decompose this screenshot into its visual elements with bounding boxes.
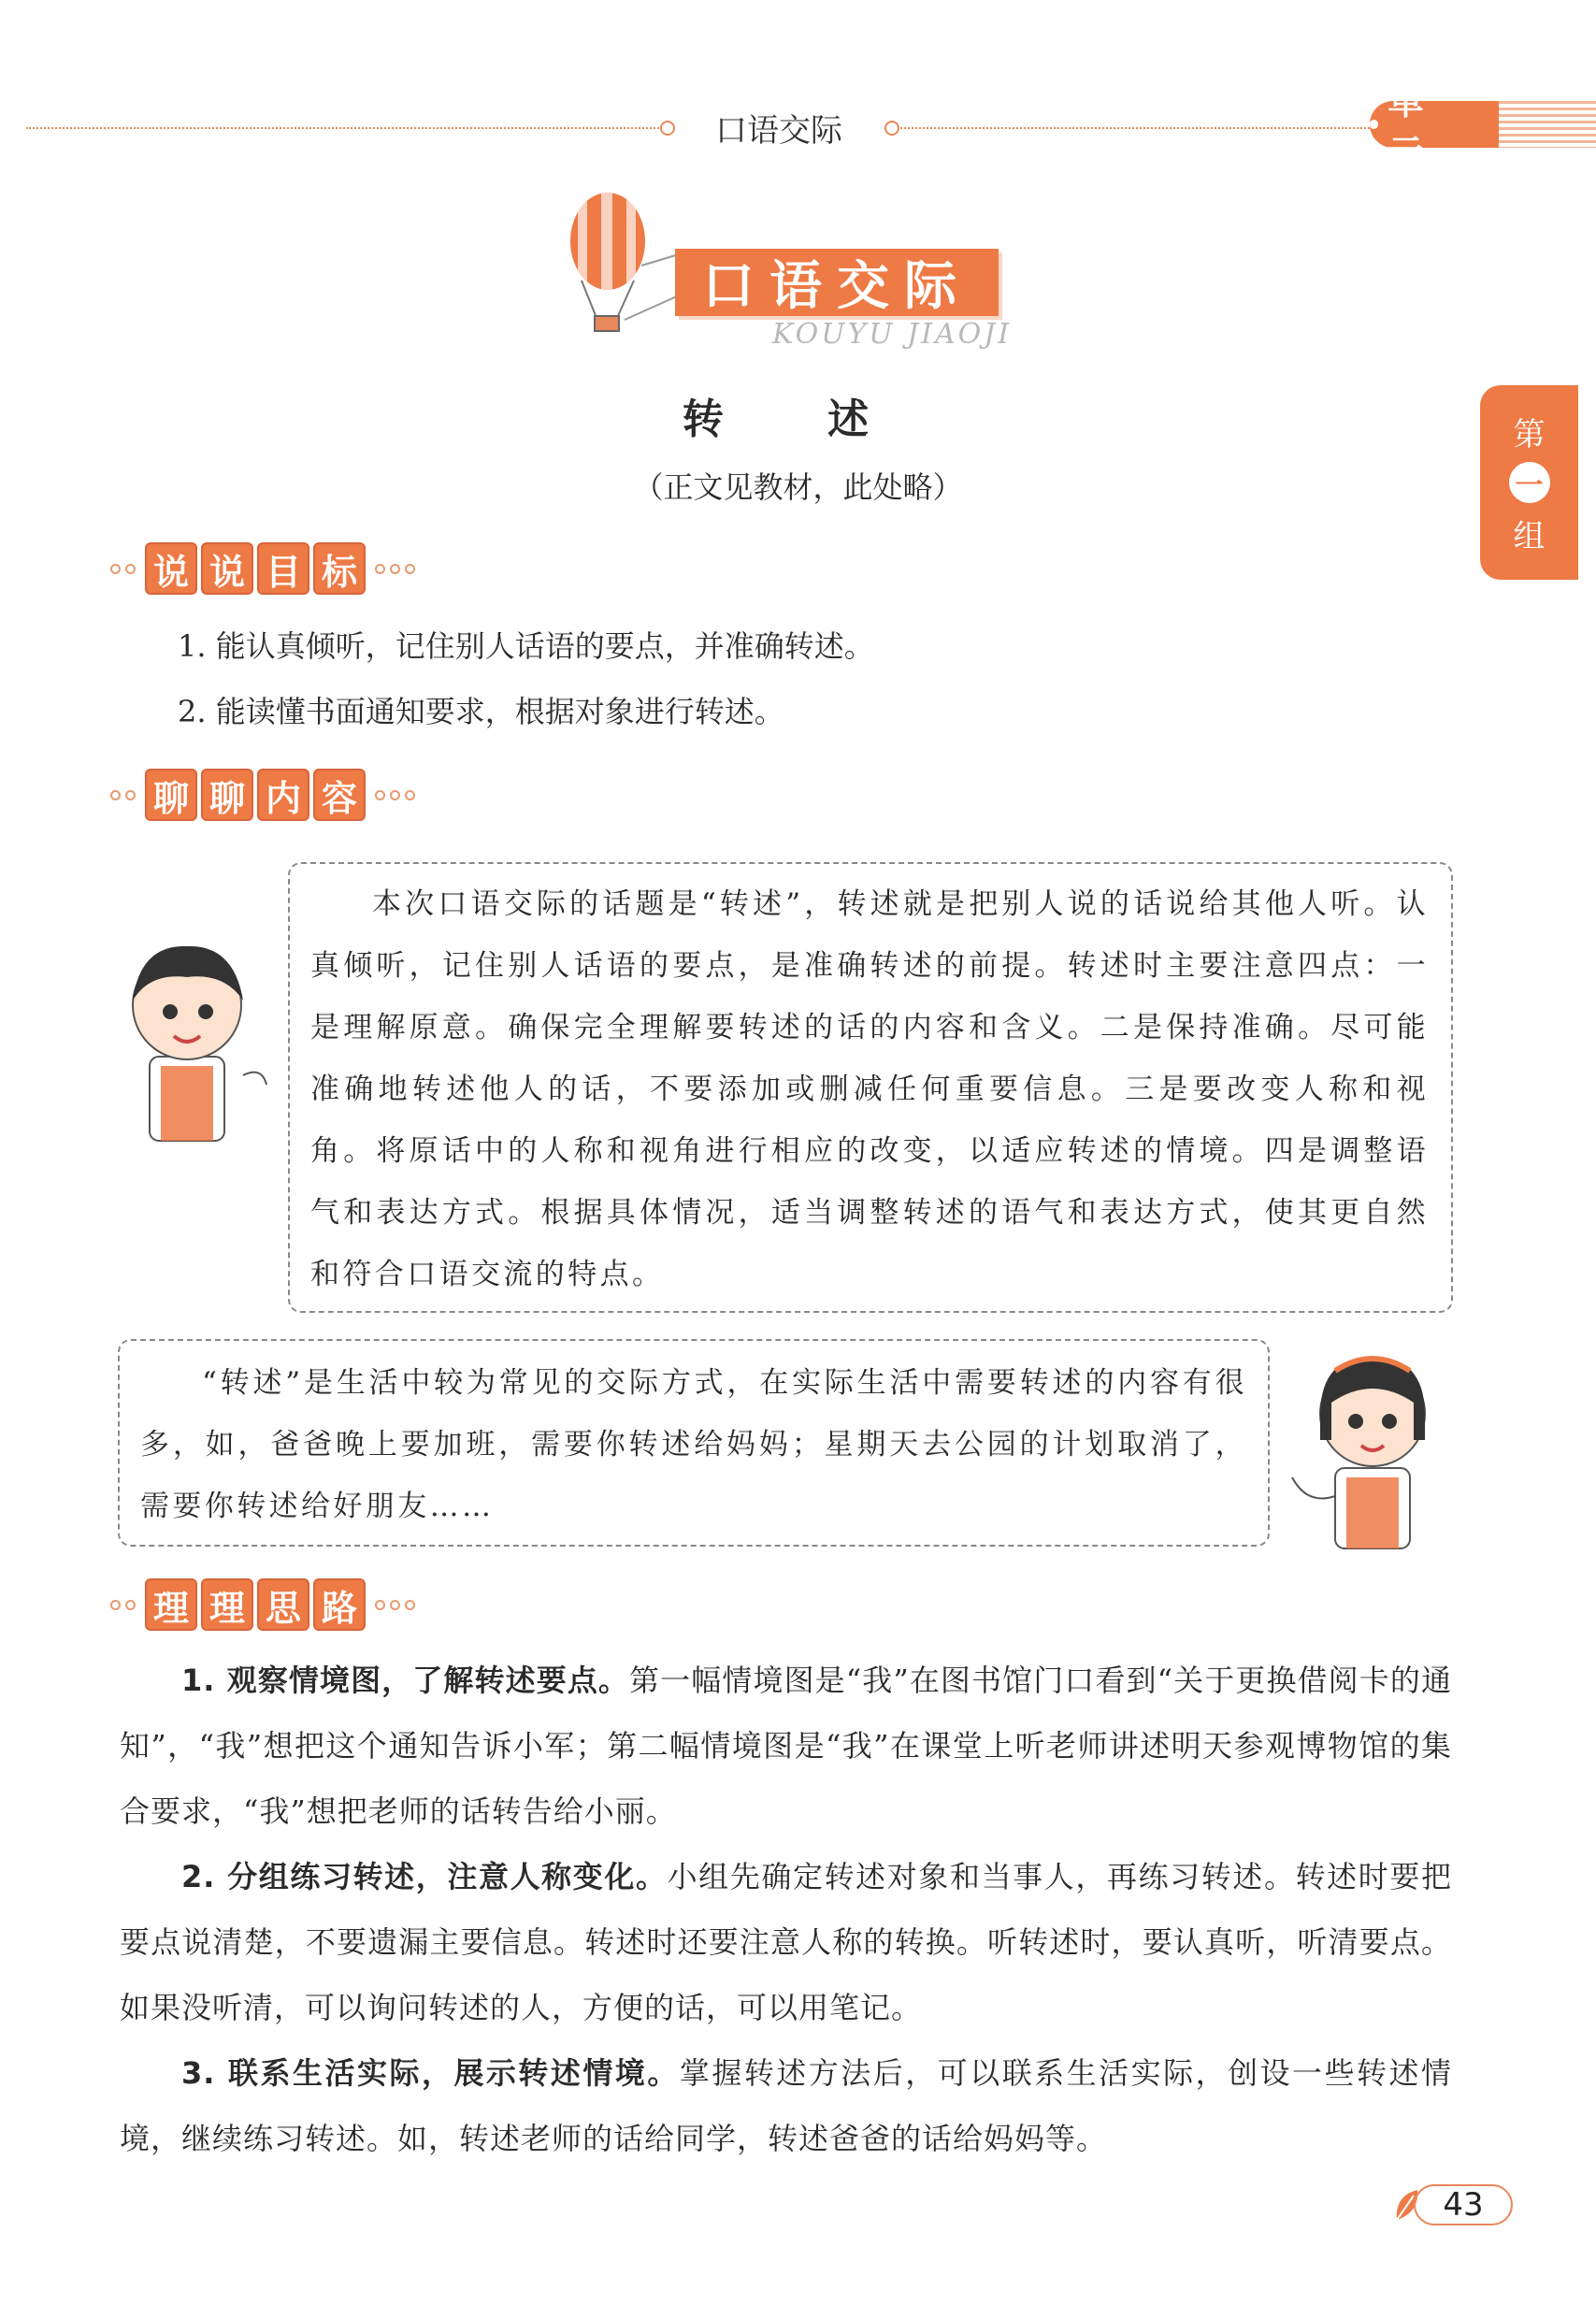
page-number-badge xyxy=(1393,2181,1509,2227)
decoration xyxy=(375,564,415,574)
heading-char: 容 xyxy=(313,769,366,821)
heading-char: 说 xyxy=(201,542,253,595)
thinking-item xyxy=(120,1648,1452,1844)
heading-char: 内 xyxy=(257,769,309,821)
thinking-item-title: 2. 分组练习转述，注意人称变化。 xyxy=(181,1859,668,1894)
hot-air-balloon-icon xyxy=(559,187,681,337)
girl-speech-text: “转述”是生活中较为常见的交际方式，在实际生活中需要转述的内容有很多，如，爸爸晚上要加班，需要你转述给妈妈；星期天去公园的计划取消了，需要你转述给好朋友…… xyxy=(140,1366,1247,1523)
heading-char: 理 xyxy=(145,1578,197,1631)
heading-char: 目 xyxy=(257,542,309,595)
decoration xyxy=(375,790,415,800)
heading-char: 标 xyxy=(313,542,366,595)
header-dot xyxy=(660,121,675,136)
goal-item: 1. 能认真倾听，记住别人话语的要点，并准确转述。 xyxy=(178,628,874,664)
boy-speech-box xyxy=(288,862,1453,1313)
section-heading-thinking xyxy=(110,1578,415,1631)
thinking-list xyxy=(120,1648,1452,2171)
thinking-item-title: 3. 联系生活实际，展示转述情境。 xyxy=(181,2055,680,2091)
section-label xyxy=(145,1578,366,1631)
header-stripes xyxy=(1499,101,1596,148)
unit-label: 单 元 xyxy=(1388,81,1435,174)
heading-char: 说 xyxy=(145,542,197,595)
banner-pinyin: KOUYU JIAOJI xyxy=(772,318,1013,351)
section-label xyxy=(145,769,366,821)
heading-char: 路 xyxy=(313,1578,366,1631)
boy-illustration xyxy=(112,926,271,1150)
girl-illustration xyxy=(1288,1337,1447,1552)
section-heading-goals xyxy=(110,542,415,595)
heading-char: 思 xyxy=(257,1578,309,1631)
header-rule-left xyxy=(26,127,662,129)
goal-item: 2. 能读懂书面通知要求，根据对象进行转述。 xyxy=(178,694,784,729)
unit-tab xyxy=(1370,81,1499,174)
girl-speech-box xyxy=(118,1339,1270,1547)
heading-char: 聊 xyxy=(145,769,197,821)
lesson-title: 转 述 xyxy=(682,396,914,443)
boy-speech-text: 本次口语交际的话题是“转述”，转述就是把别人说的话说给其他人听。认真倾听，记住别人话语的要点，是准确转述的前提。转述时主要注意四点：一是理解原意。确保完全理解要转述的话的内容和含义。二是保持准确。尽可能准确地转述他人的话，不要添加或删减任何重要信息。三是要改变人称和视角。将原话中的人称和视角进行相应的改变，以适应转述的情境。四是调整语气和表达方式。根据具体情况，适当调整转述的语气和表达方式，使其更自然和符合口语交流的特点。 xyxy=(310,887,1429,1291)
section-heading-content xyxy=(110,769,415,821)
thinking-item xyxy=(120,2040,1452,2171)
dot-icon xyxy=(1370,120,1378,129)
decoration xyxy=(110,1600,136,1610)
header-rule-right xyxy=(898,127,1370,129)
decoration xyxy=(110,564,136,574)
side-tab-bottom: 组 xyxy=(1513,518,1546,555)
page-number: 43 xyxy=(1414,2184,1513,2225)
decoration xyxy=(375,1600,415,1610)
heading-char: 理 xyxy=(201,1578,253,1631)
header-title: 口语交际 xyxy=(715,112,842,150)
lesson-note: （正文见教材，此处略） xyxy=(633,469,963,505)
thinking-item-text: 第一幅情境图是“我”在图书馆门口看到“关于更换借阅卡的通知”，“我”想把这个通知告诉小军；第二幅情境图是“我”在课堂上听老师讲述明天参观博物馆的集合要求，“我”想把老师的话转告给小丽。 xyxy=(120,1663,1452,1829)
heading-char: 聊 xyxy=(201,769,253,821)
section-label xyxy=(145,542,366,595)
side-tab-top: 第 xyxy=(1513,416,1546,454)
thinking-item-text: 掌握转述方法后，可以联系生活实际，创设一些转述情境，继续练习转述。如，转述老师的话给同学，转述爸爸的话给妈妈等。 xyxy=(120,2055,1452,2156)
decoration xyxy=(110,790,136,800)
banner-title: 口语交际 xyxy=(675,249,999,316)
thinking-item-text: 小组先确定转述对象和当事人，再练习转述。转述时要把要点说清楚，不要遗漏主要信息。转述时还要注意人称的转换。听转述时，要认真听，听清要点。如果没听清，可以询问转述的人，方便的话，可以用笔记。 xyxy=(120,1859,1452,2025)
side-tab-number: 一 xyxy=(1509,462,1550,503)
thinking-item-title: 1. 观察情境图，了解转述要点。 xyxy=(181,1663,630,1698)
thinking-item xyxy=(120,1844,1452,2040)
